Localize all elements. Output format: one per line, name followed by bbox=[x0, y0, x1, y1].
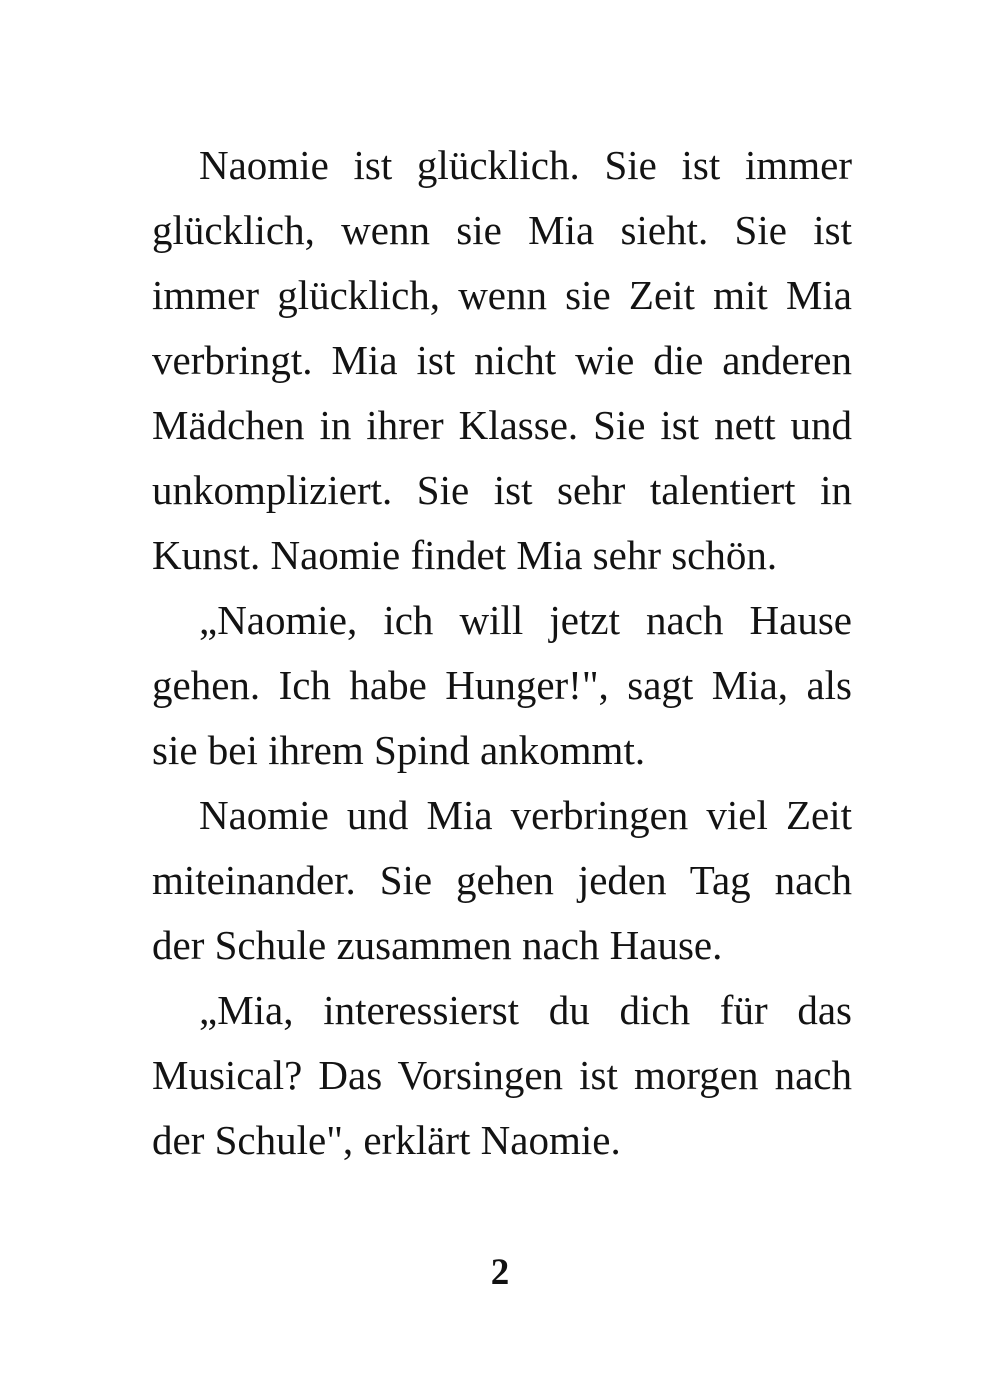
text-line: der Schule", erklärt Naomie. bbox=[152, 1117, 621, 1163]
text-line: „Mia, interessierst du dich für das bbox=[199, 987, 852, 1033]
text-line: glücklich, wenn sie Mia sieht. Sie ist bbox=[152, 207, 852, 253]
text-line: der Schule zusammen nach Hause. bbox=[152, 922, 723, 968]
text-line: miteinander. Sie gehen jeden Tag nach bbox=[152, 857, 852, 903]
text-line: Musical? Das Vorsingen ist morgen nach bbox=[152, 1052, 852, 1098]
paragraph bbox=[152, 978, 852, 1173]
text-line: verbringt. Mia ist nicht wie die anderen bbox=[152, 337, 852, 383]
paragraph bbox=[152, 783, 852, 978]
text-line: „Naomie, ich will jetzt nach Hause bbox=[199, 597, 852, 643]
paragraph bbox=[152, 588, 852, 783]
paragraph bbox=[152, 133, 852, 588]
page-number: 2 bbox=[490, 1252, 510, 1293]
text-line: unkompliziert. Sie ist sehr talentiert in bbox=[152, 467, 852, 513]
text-line: sie bei ihrem Spind ankommt. bbox=[152, 727, 646, 773]
text-line: gehen. Ich habe Hunger!", sagt Mia, als bbox=[152, 662, 852, 708]
text-line: immer glücklich, wenn sie Zeit mit Mia bbox=[152, 272, 852, 318]
text-line: Naomie und Mia verbringen viel Zeit bbox=[199, 792, 852, 838]
text-line: Kunst. Naomie findet Mia sehr schön. bbox=[152, 532, 778, 578]
text-line: Mädchen in ihrer Klasse. Sie ist nett und bbox=[152, 402, 852, 448]
text-line: Naomie ist glücklich. Sie ist immer bbox=[199, 142, 852, 188]
